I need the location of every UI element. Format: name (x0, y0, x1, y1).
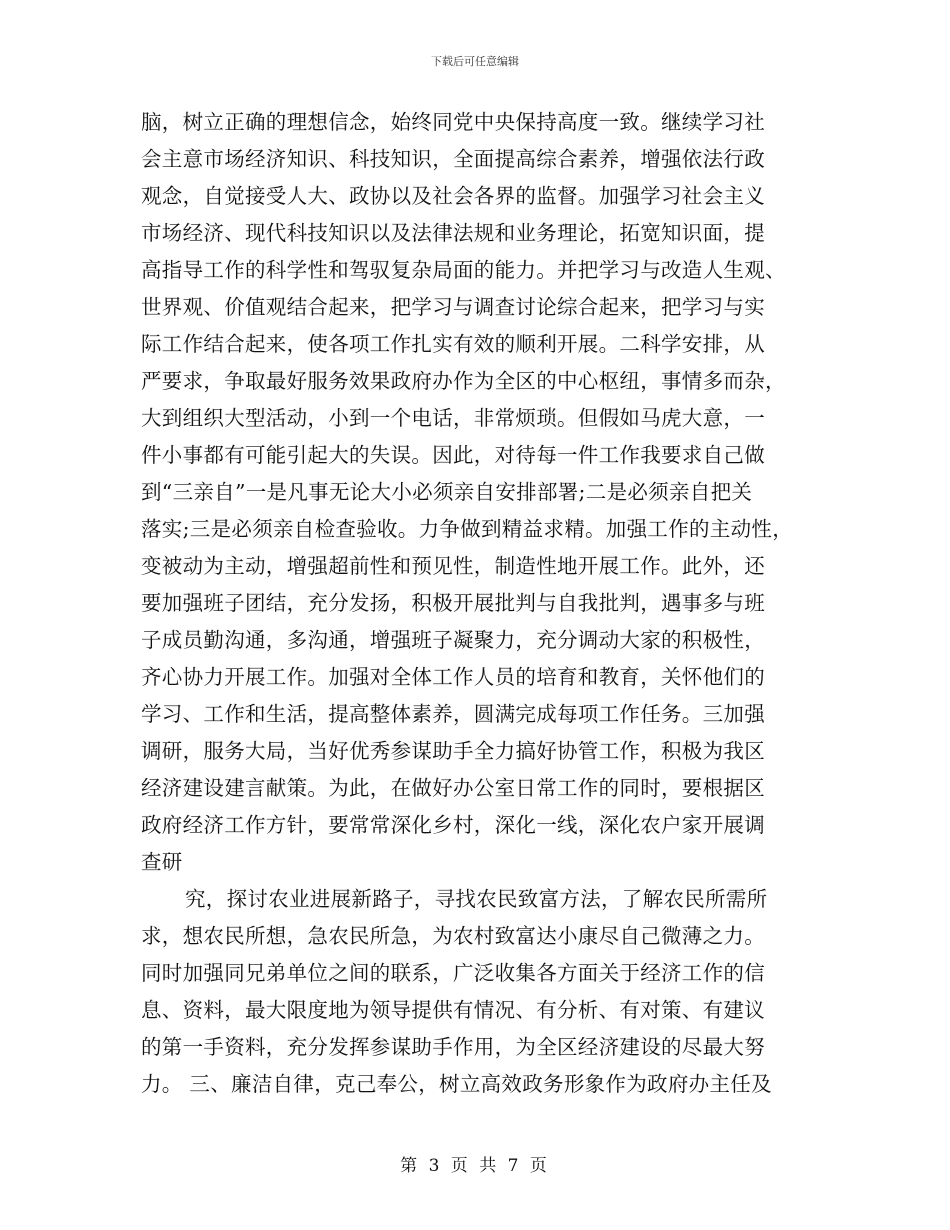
document-body (141, 104, 821, 1103)
text-line: 件小事都有可能引起大的失误。因此，对待每一件工作我要求自己做 (141, 443, 765, 467)
page-header: 下载后可任意编辑 (431, 55, 519, 68)
text-line: 观念，自觉接受人大、政协以及社会各界的监督。加强学习社会主义 (141, 184, 765, 208)
text-line: 脑，树立正确的理想信念，始终同党中央保持高度一致。继续学习社 (141, 110, 765, 134)
text-line: 严要求，争取最好服务效果政府办作为全区的中心枢纽，事情多而杂， (141, 369, 786, 393)
text-line: 齐心协力开展工作。加强对全体工作人员的培育和教育，关怀他们的 (141, 665, 765, 689)
text-line: 同时加强同兄弟单位之间的联系，广泛收集各方面关于经济工作的信 (141, 961, 765, 985)
paragraph-first-line: 究，探讨农业进展新路子，寻找农民致富方法，了解农民所需所 (185, 887, 768, 911)
text-line: 变被动为主动，增强超前性和预见性，制造性地开展工作。此外，还 (141, 554, 765, 578)
text-line: 力。 三、廉洁自律，克己奉公，树立高效政务形象作为政府办主任及 (141, 1072, 772, 1096)
text-line: 子成员勤沟通，多沟通，增强班子凝聚力，充分调动大家的积极性， (141, 628, 765, 652)
text-line: 大到组织大型活动，小到一个电话，非常烦琐。但假如马虎大意，一 (141, 406, 765, 430)
text-line: 落实;三是必须亲自检查验收。力争做到精益求精。加强工作的主动性， (141, 517, 794, 541)
text-line: 查研 (141, 850, 183, 874)
text-line: 到“三亲自”一是凡事无论大小必须亲自安排部署;二是必须亲自把关 (141, 480, 753, 504)
text-line: 市场经济、现代科技知识以及法律法规和业务理论，拓宽知识面，提 (141, 221, 765, 245)
text-line: 学习、工作和生活，提高整体素养，圆满完成每项工作任务。三加强 (141, 702, 765, 726)
text-line: 经济建设建言献策。为此，在做好办公室日常工作的同时，要根据区 (141, 776, 765, 800)
text-line: 世界观、价值观结合起来，把学习与调查讨论综合起来，把学习与实 (141, 295, 765, 319)
page-number-footer: 第 3 页 共 7 页 (400, 1156, 550, 1176)
text-line: 调研，服务大局，当好优秀参谋助手全力搞好协管工作，积极为我区 (141, 739, 765, 763)
text-line: 求，想农民所想，急农民所急，为农村致富达小康尽自己微薄之力。 (141, 924, 765, 948)
text-line: 政府经济工作方针，要常常深化乡村，深化一线，深化农户家开展调 (141, 813, 765, 837)
text-line: 的第一手资料，充分发挥参谋助手作用，为全区经济建设的尽最大努 (141, 1035, 765, 1059)
text-line: 会主意市场经济知识、科技知识，全面提高综合素养，增强依法行政 (141, 147, 765, 171)
text-line: 际工作结合起来，使各项工作扎实有效的顺利开展。二科学安排，从 (141, 332, 765, 356)
text-line: 息、资料，最大限度地为领导提供有情况、有分析、有对策、有建议 (141, 998, 765, 1022)
text-line: 要加强班子团结，充分发扬，积极开展批判与自我批判，遇事多与班 (141, 591, 765, 615)
text-line: 高指导工作的科学性和驾驭复杂局面的能力。并把学习与改造人生观、 (141, 258, 786, 282)
